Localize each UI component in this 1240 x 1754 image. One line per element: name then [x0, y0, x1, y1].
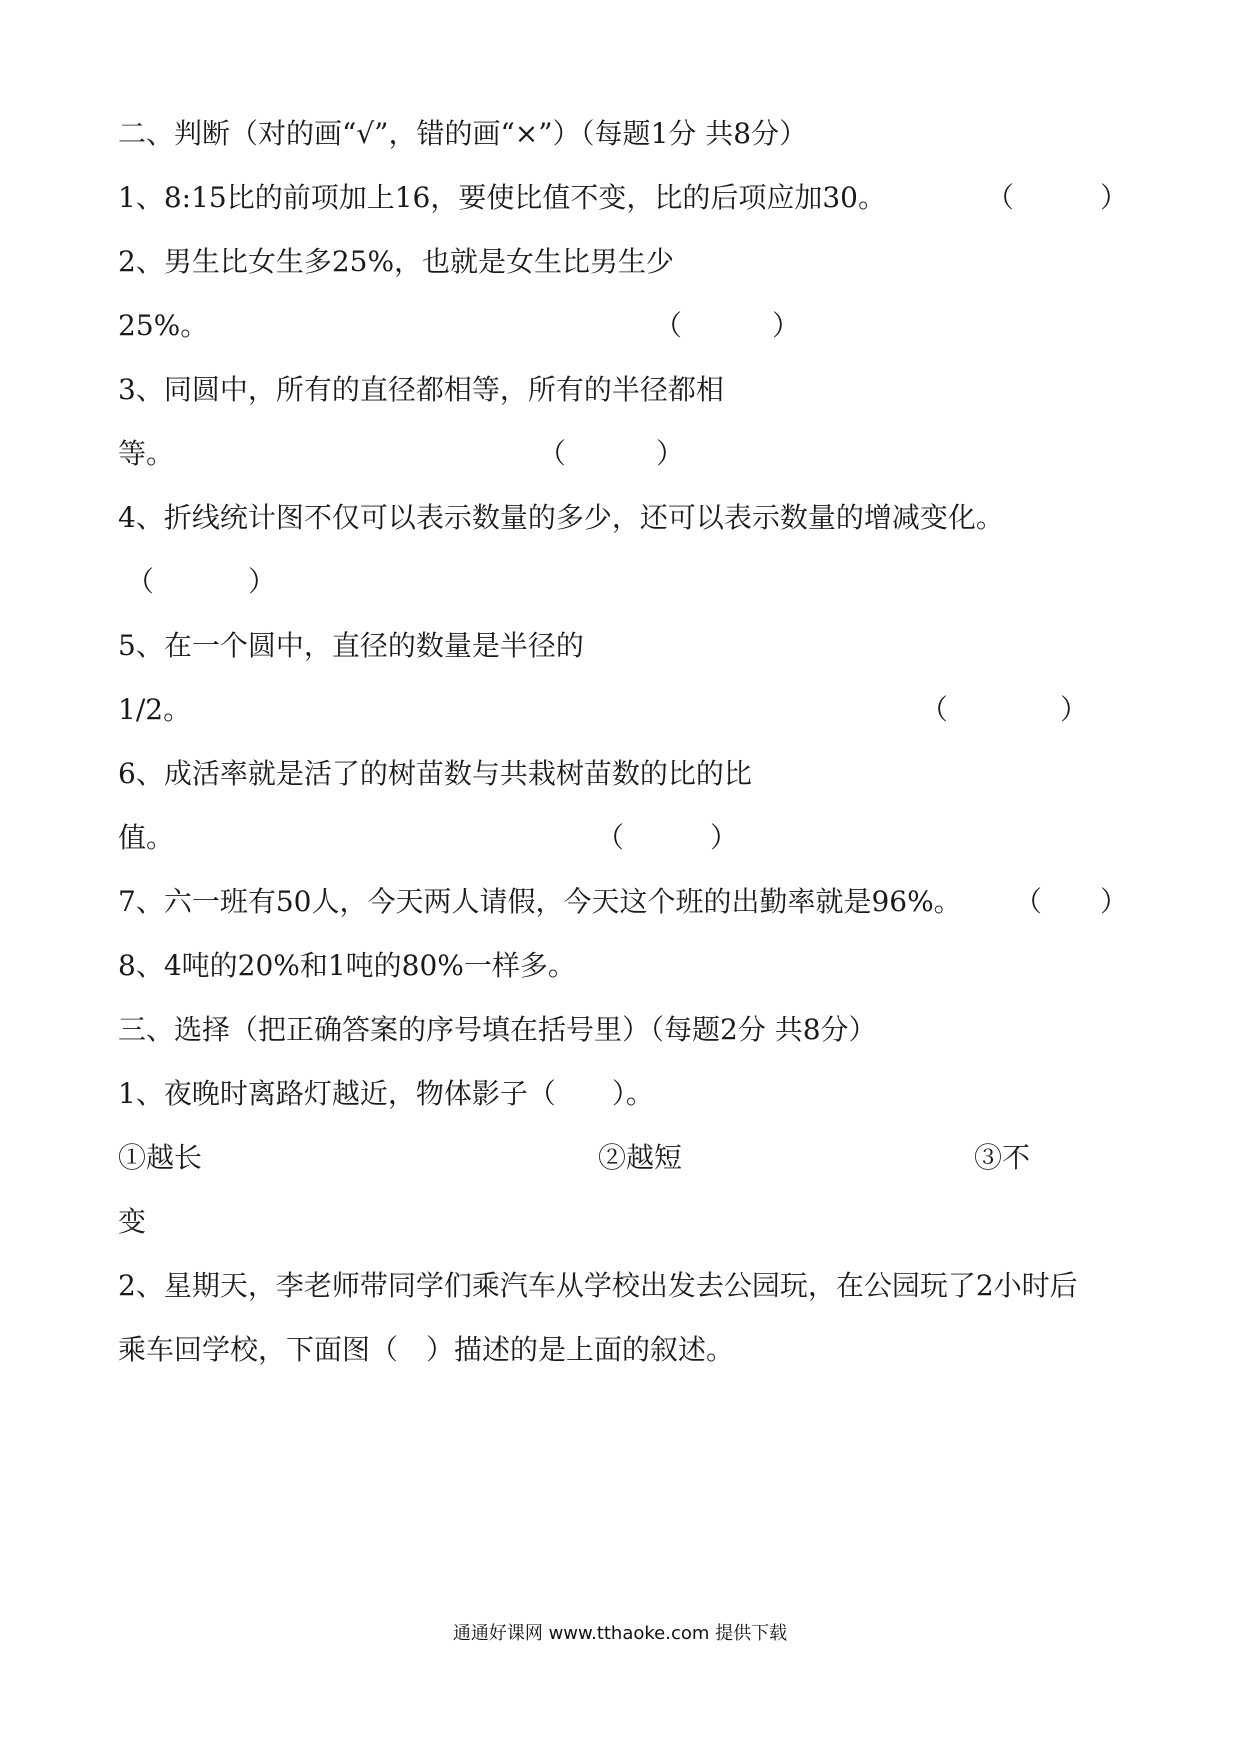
question-3-line1: 3、同圆中，所有的直径都相等，所有的半径都相: [118, 373, 724, 406]
choice-question-2-line2: 乘车回学校，下面图（ ）描述的是上面的叙述。: [118, 1333, 735, 1366]
answer-paren-close: ）: [1100, 885, 1129, 918]
section3-heading: 三、选择（把正确答案的序号填在括号里）（每题2分 共8分）: [118, 1013, 877, 1046]
answer-paren-close: ）: [772, 309, 801, 342]
answer-paren-close: ）: [710, 821, 739, 854]
option-2: ②越短: [598, 1141, 683, 1174]
answer-paren-close: ）: [1060, 693, 1089, 726]
answer-paren-open: （: [596, 821, 625, 854]
choice-question-2-line1: 2、星期天，李老师带同学们乘汽车从学校出发去公园玩，在公园玩了2小时后: [118, 1269, 1078, 1302]
choice-question-1: 1、夜晚时离路灯越近，物体影子（ ）。: [118, 1077, 654, 1110]
answer-paren-open: （: [126, 565, 155, 598]
answer-paren-open: （: [1014, 885, 1043, 918]
question-1: 1、8:15比的前项加上16，要使比值不变，比的后项应加30。: [118, 181, 886, 214]
question-3-line2: 等。: [118, 437, 175, 470]
question-8: 8、4吨的20%和1吨的80%一样多。: [118, 949, 576, 982]
answer-paren-close: ）: [656, 437, 685, 470]
question-2-line2: 25%。: [118, 309, 209, 342]
option-1: ①越长: [118, 1141, 203, 1174]
question-6-line2: 值。: [118, 821, 175, 854]
question-2-line1: 2、男生比女生多25%，也就是女生比男生少: [118, 245, 675, 278]
question-5-line1: 5、在一个圆中，直径的数量是半径的: [118, 629, 584, 662]
option-3: ③不: [974, 1141, 1031, 1174]
option-3-continued: 变: [118, 1205, 147, 1238]
answer-paren-close: ）: [1100, 181, 1129, 214]
answer-paren-open: （: [986, 181, 1015, 214]
answer-paren-close: ）: [248, 565, 277, 598]
question-6-line1: 6、成活率就是活了的树苗数与共栽树苗数的比的比: [118, 757, 752, 790]
answer-paren-open: （: [920, 693, 949, 726]
question-7: 7、六一班有50人，今天两人请假，今天这个班的出勤率就是96%。: [118, 885, 962, 918]
question-4: 4、折线统计图不仅可以表示数量的多少，还可以表示数量的增减变化。: [118, 501, 1004, 534]
section2-heading: 二、判断（对的画“√”，错的画“×”）（每题1分 共8分）: [118, 117, 808, 150]
footer-download-note: 通通好课网 www.tthaoke.com 提供下载: [452, 1623, 788, 1644]
answer-paren-open: （: [538, 437, 567, 470]
question-5-line2: 1/2。: [118, 693, 192, 726]
answer-paren-open: （: [654, 309, 683, 342]
